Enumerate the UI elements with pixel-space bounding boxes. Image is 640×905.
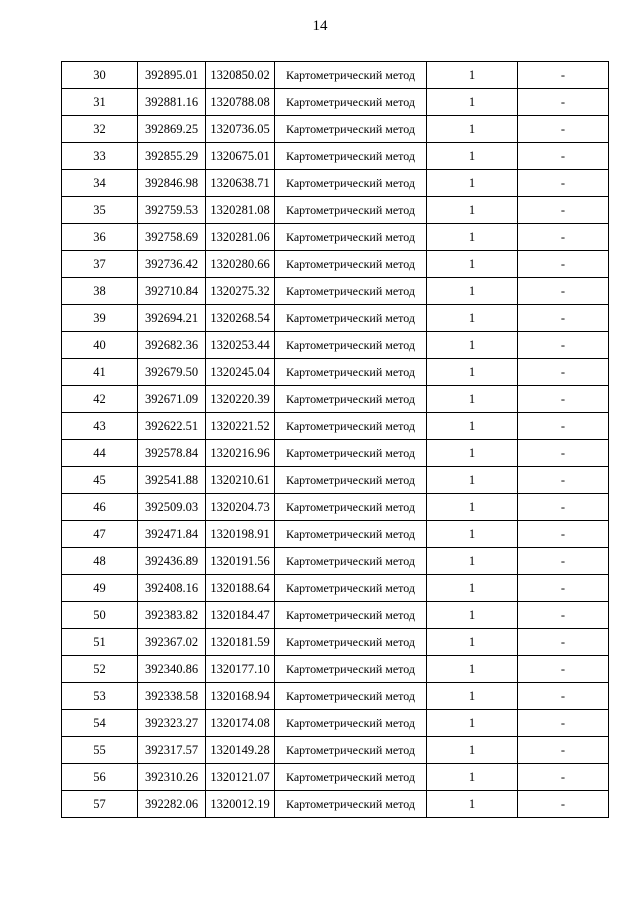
y-coordinate-cell: 1320149.28 (206, 737, 275, 764)
description-cell: - (518, 656, 609, 683)
x-coordinate-cell: 392682.36 (138, 332, 206, 359)
table-row (62, 89, 609, 116)
description-cell: - (518, 683, 609, 710)
y-coordinate-cell: 1320216.96 (206, 440, 275, 467)
accuracy-cell: 1 (427, 143, 518, 170)
x-coordinate-cell: 392317.57 (138, 737, 206, 764)
accuracy-cell: 1 (427, 764, 518, 791)
y-coordinate-cell: 1320184.47 (206, 602, 275, 629)
method-cell: Картометрический метод (275, 575, 427, 602)
table-row (62, 737, 609, 764)
description-cell: - (518, 359, 609, 386)
x-coordinate-cell: 392736.42 (138, 251, 206, 278)
point-number-cell: 48 (62, 548, 138, 575)
accuracy-cell: 1 (427, 278, 518, 305)
method-cell: Картометрический метод (275, 359, 427, 386)
point-number-cell: 36 (62, 224, 138, 251)
table-row (62, 224, 609, 251)
point-number-cell: 55 (62, 737, 138, 764)
accuracy-cell: 1 (427, 224, 518, 251)
table-row (62, 386, 609, 413)
y-coordinate-cell: 1320181.59 (206, 629, 275, 656)
y-coordinate-cell: 1320174.08 (206, 710, 275, 737)
x-coordinate-cell: 392578.84 (138, 440, 206, 467)
point-number-cell: 44 (62, 440, 138, 467)
description-cell: - (518, 764, 609, 791)
table-row (62, 170, 609, 197)
accuracy-cell: 1 (427, 197, 518, 224)
description-cell: - (518, 602, 609, 629)
accuracy-cell: 1 (427, 305, 518, 332)
y-coordinate-cell: 1320121.07 (206, 764, 275, 791)
point-number-cell: 45 (62, 467, 138, 494)
method-cell: Картометрический метод (275, 305, 427, 332)
table-row (62, 575, 609, 602)
accuracy-cell: 1 (427, 629, 518, 656)
x-coordinate-cell: 392310.26 (138, 764, 206, 791)
method-cell: Картометрический метод (275, 629, 427, 656)
accuracy-cell: 1 (427, 332, 518, 359)
description-cell: - (518, 575, 609, 602)
table-row (62, 197, 609, 224)
description-cell: - (518, 386, 609, 413)
y-coordinate-cell: 1320204.73 (206, 494, 275, 521)
y-coordinate-cell: 1320268.54 (206, 305, 275, 332)
method-cell: Картометрический метод (275, 197, 427, 224)
table-row (62, 440, 609, 467)
y-coordinate-cell: 1320638.71 (206, 170, 275, 197)
table-row (62, 629, 609, 656)
x-coordinate-cell: 392282.06 (138, 791, 206, 818)
description-cell: - (518, 305, 609, 332)
description-cell: - (518, 89, 609, 116)
description-cell: - (518, 62, 609, 89)
x-coordinate-cell: 392679.50 (138, 359, 206, 386)
point-number-cell: 50 (62, 602, 138, 629)
point-number-cell: 31 (62, 89, 138, 116)
method-cell: Картометрический метод (275, 440, 427, 467)
accuracy-cell: 1 (427, 359, 518, 386)
method-cell: Картометрический метод (275, 332, 427, 359)
x-coordinate-cell: 392846.98 (138, 170, 206, 197)
y-coordinate-cell: 1320191.56 (206, 548, 275, 575)
y-coordinate-cell: 1320736.05 (206, 116, 275, 143)
y-coordinate-cell: 1320177.10 (206, 656, 275, 683)
accuracy-cell: 1 (427, 710, 518, 737)
description-cell: - (518, 521, 609, 548)
accuracy-cell: 1 (427, 494, 518, 521)
point-number-cell: 49 (62, 575, 138, 602)
point-number-cell: 35 (62, 197, 138, 224)
method-cell: Картометрический метод (275, 521, 427, 548)
x-coordinate-cell: 392710.84 (138, 278, 206, 305)
x-coordinate-cell: 392671.09 (138, 386, 206, 413)
y-coordinate-cell: 1320788.08 (206, 89, 275, 116)
page-number: 14 (312, 18, 328, 34)
y-coordinate-cell: 1320198.91 (206, 521, 275, 548)
description-cell: - (518, 278, 609, 305)
description-cell: - (518, 116, 609, 143)
accuracy-cell: 1 (427, 656, 518, 683)
point-number-cell: 52 (62, 656, 138, 683)
y-coordinate-cell: 1320221.52 (206, 413, 275, 440)
point-number-cell: 37 (62, 251, 138, 278)
x-coordinate-cell: 392758.69 (138, 224, 206, 251)
accuracy-cell: 1 (427, 170, 518, 197)
point-number-cell: 39 (62, 305, 138, 332)
x-coordinate-cell: 392471.84 (138, 521, 206, 548)
description-cell: - (518, 224, 609, 251)
method-cell: Картометрический метод (275, 737, 427, 764)
table-row (62, 143, 609, 170)
point-number-cell: 41 (62, 359, 138, 386)
table-row (62, 251, 609, 278)
method-cell: Картометрический метод (275, 683, 427, 710)
table-row (62, 305, 609, 332)
y-coordinate-cell: 1320281.08 (206, 197, 275, 224)
y-coordinate-cell: 1320280.66 (206, 251, 275, 278)
method-cell: Картометрический метод (275, 251, 427, 278)
point-number-cell: 33 (62, 143, 138, 170)
x-coordinate-cell: 392855.29 (138, 143, 206, 170)
method-cell: Картометрический метод (275, 710, 427, 737)
table-row (62, 494, 609, 521)
method-cell: Картометрический метод (275, 413, 427, 440)
method-cell: Картометрический метод (275, 62, 427, 89)
accuracy-cell: 1 (427, 116, 518, 143)
y-coordinate-cell: 1320210.61 (206, 467, 275, 494)
description-cell: - (518, 440, 609, 467)
method-cell: Картометрический метод (275, 170, 427, 197)
point-number-cell: 46 (62, 494, 138, 521)
point-number-cell: 42 (62, 386, 138, 413)
x-coordinate-cell: 392340.86 (138, 656, 206, 683)
method-cell: Картометрический метод (275, 602, 427, 629)
coordinates-table-body (62, 62, 609, 818)
description-cell: - (518, 143, 609, 170)
table-row (62, 116, 609, 143)
y-coordinate-cell: 1320275.32 (206, 278, 275, 305)
x-coordinate-cell: 392338.58 (138, 683, 206, 710)
x-coordinate-cell: 392694.21 (138, 305, 206, 332)
method-cell: Картометрический метод (275, 143, 427, 170)
description-cell: - (518, 548, 609, 575)
point-number-cell: 57 (62, 791, 138, 818)
x-coordinate-cell: 392383.82 (138, 602, 206, 629)
method-cell: Картометрический метод (275, 467, 427, 494)
accuracy-cell: 1 (427, 251, 518, 278)
description-cell: - (518, 251, 609, 278)
description-cell: - (518, 791, 609, 818)
x-coordinate-cell: 392869.25 (138, 116, 206, 143)
y-coordinate-cell: 1320245.04 (206, 359, 275, 386)
table-row (62, 467, 609, 494)
method-cell: Картометрический метод (275, 278, 427, 305)
y-coordinate-cell: 1320675.01 (206, 143, 275, 170)
table-row (62, 413, 609, 440)
method-cell: Картометрический метод (275, 116, 427, 143)
x-coordinate-cell: 392759.53 (138, 197, 206, 224)
accuracy-cell: 1 (427, 791, 518, 818)
accuracy-cell: 1 (427, 737, 518, 764)
y-coordinate-cell: 1320220.39 (206, 386, 275, 413)
description-cell: - (518, 467, 609, 494)
x-coordinate-cell: 392367.02 (138, 629, 206, 656)
method-cell: Картометрический метод (275, 764, 427, 791)
x-coordinate-cell: 392541.88 (138, 467, 206, 494)
accuracy-cell: 1 (427, 467, 518, 494)
table-row (62, 791, 609, 818)
x-coordinate-cell: 392881.16 (138, 89, 206, 116)
point-number-cell: 30 (62, 62, 138, 89)
description-cell: - (518, 413, 609, 440)
method-cell: Картометрический метод (275, 89, 427, 116)
x-coordinate-cell: 392323.27 (138, 710, 206, 737)
table-row (62, 359, 609, 386)
y-coordinate-cell: 1320188.64 (206, 575, 275, 602)
accuracy-cell: 1 (427, 440, 518, 467)
accuracy-cell: 1 (427, 62, 518, 89)
point-number-cell: 56 (62, 764, 138, 791)
method-cell: Картометрический метод (275, 656, 427, 683)
description-cell: - (518, 197, 609, 224)
accuracy-cell: 1 (427, 386, 518, 413)
table-row (62, 278, 609, 305)
x-coordinate-cell: 392622.51 (138, 413, 206, 440)
y-coordinate-cell: 1320012.19 (206, 791, 275, 818)
point-number-cell: 47 (62, 521, 138, 548)
method-cell: Картометрический метод (275, 548, 427, 575)
table-row (62, 602, 609, 629)
point-number-cell: 51 (62, 629, 138, 656)
y-coordinate-cell: 1320168.94 (206, 683, 275, 710)
point-number-cell: 43 (62, 413, 138, 440)
method-cell: Картометрический метод (275, 494, 427, 521)
point-number-cell: 34 (62, 170, 138, 197)
table-row (62, 548, 609, 575)
description-cell: - (518, 629, 609, 656)
y-coordinate-cell: 1320850.02 (206, 62, 275, 89)
table-row (62, 764, 609, 791)
point-number-cell: 32 (62, 116, 138, 143)
table-row (62, 521, 609, 548)
x-coordinate-cell: 392408.16 (138, 575, 206, 602)
x-coordinate-cell: 392509.03 (138, 494, 206, 521)
description-cell: - (518, 737, 609, 764)
method-cell: Картометрический метод (275, 791, 427, 818)
y-coordinate-cell: 1320281.06 (206, 224, 275, 251)
accuracy-cell: 1 (427, 89, 518, 116)
point-number-cell: 53 (62, 683, 138, 710)
coordinates-table (61, 61, 609, 818)
method-cell: Картометрический метод (275, 386, 427, 413)
accuracy-cell: 1 (427, 575, 518, 602)
point-number-cell: 38 (62, 278, 138, 305)
description-cell: - (518, 332, 609, 359)
accuracy-cell: 1 (427, 683, 518, 710)
accuracy-cell: 1 (427, 548, 518, 575)
x-coordinate-cell: 392895.01 (138, 62, 206, 89)
table-row (62, 62, 609, 89)
description-cell: - (518, 710, 609, 737)
table-row (62, 656, 609, 683)
x-coordinate-cell: 392436.89 (138, 548, 206, 575)
point-number-cell: 54 (62, 710, 138, 737)
table-row (62, 332, 609, 359)
accuracy-cell: 1 (427, 602, 518, 629)
accuracy-cell: 1 (427, 521, 518, 548)
accuracy-cell: 1 (427, 413, 518, 440)
description-cell: - (518, 170, 609, 197)
y-coordinate-cell: 1320253.44 (206, 332, 275, 359)
point-number-cell: 40 (62, 332, 138, 359)
table-row (62, 683, 609, 710)
table-row (62, 710, 609, 737)
method-cell: Картометрический метод (275, 224, 427, 251)
description-cell: - (518, 494, 609, 521)
